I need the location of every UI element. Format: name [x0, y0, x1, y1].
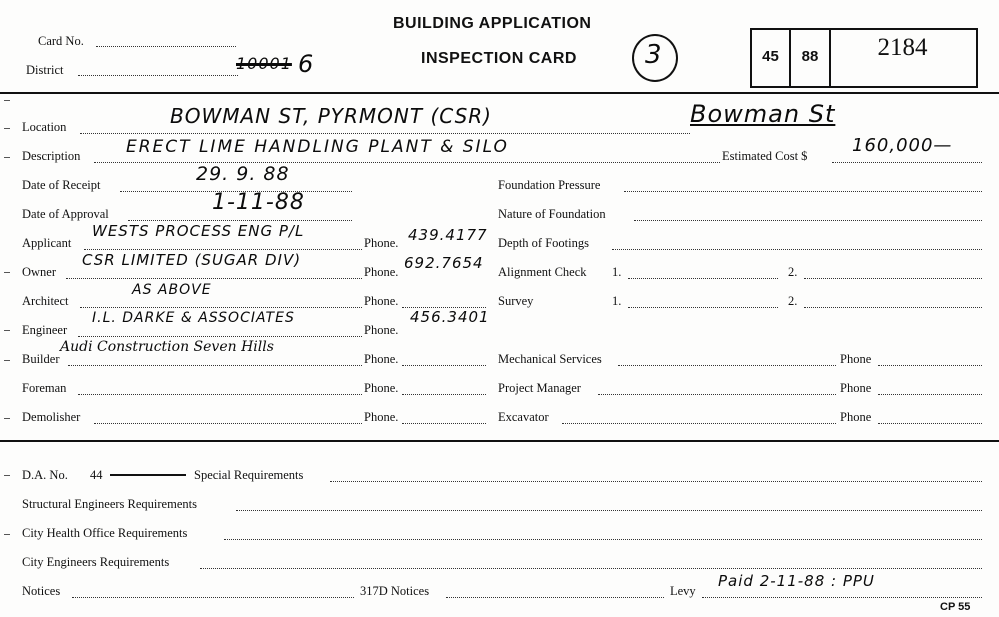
foundation-pressure-line — [624, 191, 982, 192]
alignment-check-label: Alignment Check — [498, 265, 587, 279]
notices-label: Notices — [22, 584, 61, 598]
engineer-value: I.L. DARKE & ASSOCIATES — [92, 310, 295, 326]
mechanical-phone-line — [878, 365, 982, 366]
estimated-cost-label: Estimated Cost $ — [722, 149, 808, 163]
margin-tick — [4, 360, 10, 361]
foreman-phone-line — [402, 394, 486, 395]
date-receipt-label: Date of Receipt — [22, 178, 101, 192]
form-code: CP 55 — [940, 601, 971, 613]
estimated-cost-line — [832, 162, 982, 163]
notices-317d-line — [446, 597, 664, 598]
foundation-pressure-label: Foundation Pressure — [498, 178, 601, 192]
owner-label: Owner — [22, 265, 57, 279]
card-no-line — [96, 46, 236, 47]
location-value: BOWMAN ST, PYRMONT (CSR) — [170, 104, 492, 128]
mechanical-line — [618, 365, 836, 366]
card-title-line1: BUILDING APPLICATION — [393, 15, 592, 32]
location-line — [80, 133, 690, 134]
description-line — [94, 162, 720, 163]
da-no-value: 44 — [90, 468, 103, 482]
da-no-strike — [110, 474, 186, 476]
section-rule — [0, 440, 999, 442]
structural-requirements-label: Structural Engineers Requirements — [22, 497, 197, 511]
engineer-phone-value: 456.3401 — [410, 308, 490, 326]
demolisher-line — [94, 423, 362, 424]
nature-foundation-label: Nature of Foundation — [498, 207, 606, 221]
project-manager-label: Project Manager — [498, 381, 581, 395]
reference-box-cell2: 88 — [801, 48, 819, 65]
district-line — [78, 75, 238, 76]
mechanical-phone-label: Phone — [840, 352, 872, 366]
project-manager-phone-line — [878, 394, 982, 395]
architect-value: AS ABOVE — [132, 282, 212, 298]
owner-phone-value: 692.7654 — [404, 254, 484, 272]
applicant-phone-value: 439.4177 — [408, 226, 488, 244]
margin-tick — [4, 100, 10, 101]
circled-number — [632, 34, 678, 82]
health-requirements-line — [224, 539, 982, 540]
location-extra: Bowman St — [690, 100, 836, 128]
da-no-label: D.A. No. — [22, 468, 68, 482]
foreman-phone-label: Phone. — [364, 381, 399, 395]
builder-value: Audi Construction Seven Hills — [60, 339, 274, 355]
description-label: Description — [22, 149, 81, 163]
alignment-1-line — [628, 278, 778, 279]
margin-tick — [4, 272, 10, 273]
engineer-label: Engineer — [22, 323, 68, 337]
applicant-value: WESTS PROCESS ENG P/L — [92, 222, 305, 240]
depth-footings-line — [612, 249, 982, 250]
architect-line — [80, 307, 362, 308]
owner-phone-label: Phone. — [364, 265, 399, 279]
engineer-phone-label: Phone. — [364, 323, 399, 337]
district-label: District — [26, 63, 64, 77]
depth-footings-label: Depth of Footings — [498, 236, 589, 250]
nature-foundation-line — [634, 220, 982, 221]
special-requirements-line — [330, 481, 982, 482]
applicant-phone-label: Phone. — [364, 236, 399, 250]
applicant-line — [84, 249, 362, 250]
notices-line — [72, 597, 354, 598]
survey-label: Survey — [498, 294, 534, 308]
reference-box-cell1: 45 — [762, 48, 779, 65]
levy-value: Paid 2-11-88 : PPU — [718, 572, 875, 590]
builder-phone-label: Phone. — [364, 352, 399, 366]
location-label: Location — [22, 120, 67, 134]
city-engineers-requirements-label: City Engineers Requirements — [22, 555, 170, 569]
excavator-phone-label: Phone — [840, 410, 872, 424]
demolisher-phone-line — [402, 423, 486, 424]
applicant-label: Applicant — [22, 236, 72, 250]
project-manager-phone-label: Phone — [840, 381, 872, 395]
builder-label: Builder — [22, 352, 60, 366]
district-value: 6 — [298, 50, 315, 78]
margin-tick — [4, 128, 10, 129]
architect-phone-label: Phone. — [364, 294, 399, 308]
district-value-struck: 10001 — [236, 54, 292, 73]
header-rule — [0, 92, 999, 94]
foreman-line — [78, 394, 362, 395]
builder-line — [68, 365, 362, 366]
survey-2-line — [804, 307, 982, 308]
excavator-line — [562, 423, 836, 424]
card-no-label: Card No. — [38, 34, 84, 48]
special-requirements-label: Special Requirements — [194, 468, 304, 482]
date-approval-value: 1-11-88 — [212, 190, 305, 215]
alignment-2-label: 2. — [788, 265, 798, 279]
margin-tick — [4, 157, 10, 158]
date-receipt-value: 29. 9. 88 — [196, 163, 290, 185]
description-value: ERECT LIME HANDLING PLANT & SILO — [126, 137, 509, 157]
owner-value: CSR LIMITED (SUGAR DIV) — [82, 251, 302, 269]
owner-line — [66, 278, 362, 279]
mechanical-label: Mechanical Services — [498, 352, 602, 366]
date-approval-line — [128, 220, 352, 221]
excavator-phone-line — [878, 423, 982, 424]
foreman-label: Foreman — [22, 381, 67, 395]
margin-tick — [4, 475, 10, 476]
survey-1-label: 1. — [612, 294, 622, 308]
architect-label: Architect — [22, 294, 69, 308]
demolisher-label: Demolisher — [22, 410, 81, 424]
margin-tick — [4, 534, 10, 535]
card-title-line2: INSPECTION CARD — [421, 50, 577, 67]
reference-box-cell3: 2184 — [877, 34, 928, 61]
circled-number-text: 3 — [645, 40, 663, 70]
health-requirements-label: City Health Office Requirements — [22, 526, 188, 540]
demolisher-phone-label: Phone. — [364, 410, 399, 424]
margin-tick — [4, 330, 10, 331]
alignment-1-label: 1. — [612, 265, 622, 279]
engineer-line — [78, 336, 362, 337]
alignment-2-line — [804, 278, 982, 279]
estimated-cost-value: 160,000— — [852, 135, 953, 156]
margin-tick — [4, 418, 10, 419]
excavator-label: Excavator — [498, 410, 549, 424]
builder-phone-line — [402, 365, 486, 366]
survey-1-line — [628, 307, 778, 308]
project-manager-line — [598, 394, 836, 395]
levy-line — [702, 597, 982, 598]
date-approval-label: Date of Approval — [22, 207, 109, 221]
survey-2-label: 2. — [788, 294, 798, 308]
notices-317d-label: 317D Notices — [360, 584, 430, 598]
city-engineers-requirements-line — [200, 568, 982, 569]
levy-label: Levy — [670, 584, 696, 598]
structural-requirements-line — [236, 510, 982, 511]
